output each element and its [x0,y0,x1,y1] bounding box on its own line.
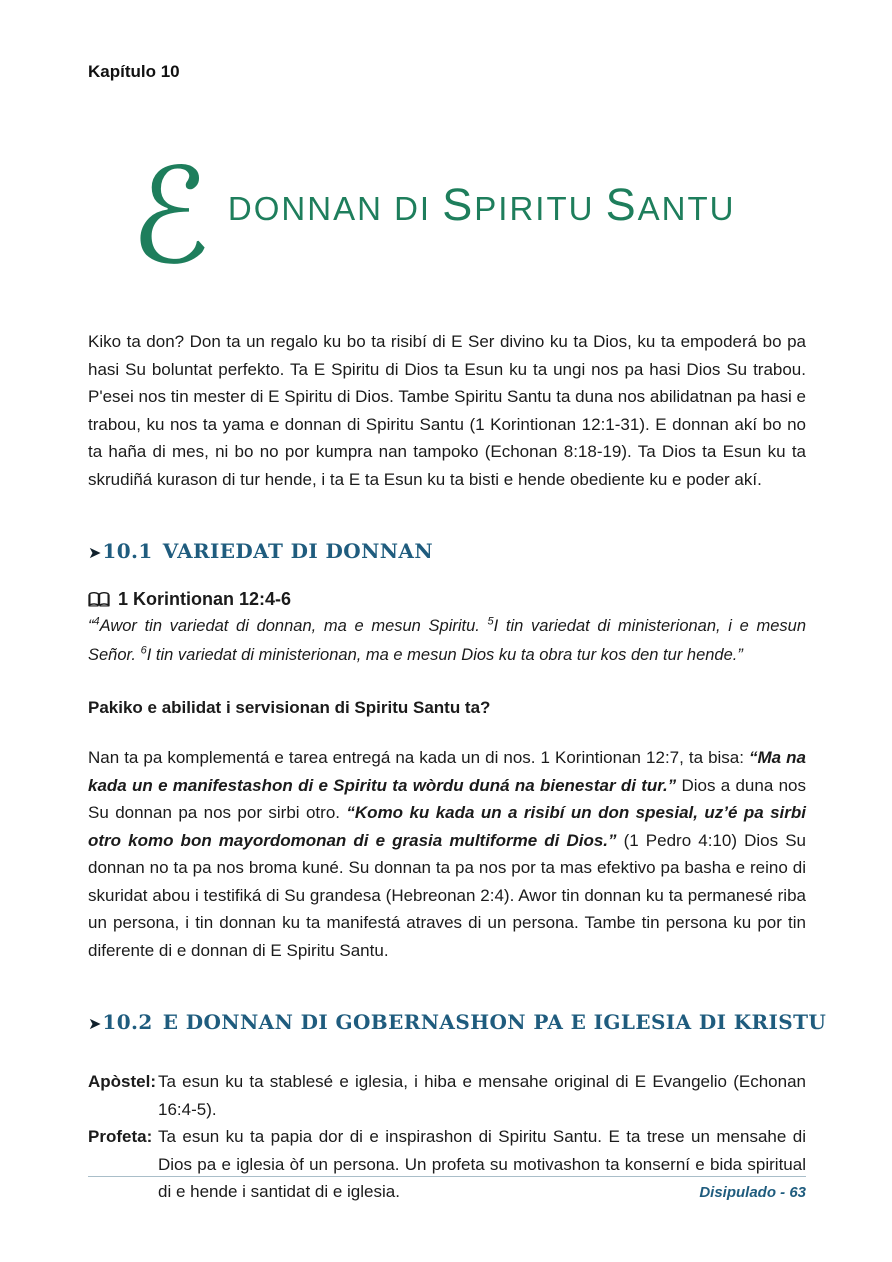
text-run: Nan ta pa komplementá e tarea entregá na kada un di nos. 1 Korintionan 12:7, ta bisa: [88,748,749,767]
section-number: 10.1 [102,539,153,563]
quoted-verse-run: “Komo ku kada un a risibí un don spesial, uz’é pa sirbi otro komo bon mayordomonan di e grasia multiforme di Dios.” [88,803,806,850]
arrow-bullet-icon: ➤ [88,543,102,562]
section-heading-10-1 [88,539,806,563]
text-run: Dios a duna nos Su donnan pa nos por sirbi otro. [88,775,806,822]
verse-text: Awor tin variedat di donnan, ma e mesun Spiritu. [99,617,488,635]
quoted-verse-run: “Ma na kada un e manifestashon di e Spiritu ta wòrdu duná na bienestar di tur.” [88,748,806,795]
section-title: E DONNAN DI GOBERNASHON PA E IGLESIA DI KRISTU [162,1010,827,1034]
verse-text: I tin variedat di ministerionan, ma e mesun Dios ku ta obra tur kos den tur hende.” [146,646,743,664]
section-number: 10.2 [102,1010,153,1034]
title-segment: DONNAN DI [227,190,443,227]
text-run: (1 Pedro 4:10) Dios Su donnan no ta pa nos broma kuné. Su donnan ta pa nos por ta mas efektivo pa basha e reino di skuridat abou i testifiká di Su grandesa (Hebreonan 2:4). Awor tin donnan ku ta permanesé riba un persona, i tin donnan ku ta manifestá atraves di un persona. Tambe tin persona ku por tin diferente di e donnan di E Spiritu Santu. [88,830,806,960]
definition-label: Profeta: [88,1127,153,1146]
intro-paragraph: Kiko ta don? Don ta un regalo ku bo ta risibí di E Ser divino ku ta Dios, ku ta empoderá bo pa hasi Su boluntat perfekto. Ta E Spiritu di Dios ta Esun ku ta ungi nos pa hasi Dios Su trabou. P'esei nos tin mester di E Spiritu di Dios. Tambe Spiritu Santu ta duna nos abilidatnan pa hasi e trabou, ku nos ta yama e donnan di Spiritu Santu (1 Korintionan 12:1-31). E donnan akí bo no ta haña di mes, ni bo no por kumpra nan tampoko (Echonan 8:18-19). Ta Dios ta Esun ku ta skrudiñá kurason di tur hende, i ta E ta Esun ku ta bisti e hende obediente ku e poder akí. [88,332,806,489]
title-segment: ANTU [637,190,736,227]
verse-text: I tin variedat di ministerionan, i e mesun Señor. [88,617,806,664]
open-book-icon [88,591,110,608]
definition-label: Apòstel: [88,1072,156,1091]
section-heading-10-2 [88,1010,827,1034]
study-question: Pakiko e abilidat i servisionan di Spiritu Santu ta? [88,698,491,717]
chapter-title-text [228,179,736,231]
page-number: Disipulado - 63 [699,1184,806,1201]
definition-text: Ta esun ku ta stablesé e iglesia, i hiba e mensahe original di E Evangelio (Echonan 16:4-5). [158,1072,806,1119]
scripture-reference [88,589,806,610]
verse-number: 4 [93,615,100,628]
title-segment: S [442,179,475,230]
definition-item-apostel [88,1068,806,1123]
title-segment: S [605,179,638,230]
quote-open: “ [88,617,94,635]
section-title: VARIEDAT DI DONNAN [162,539,434,563]
decorative-initial-e: ℰ [130,140,210,294]
page-footer [88,1176,806,1202]
arrow-bullet-icon: ➤ [88,1014,102,1033]
scripture-quote [88,612,806,670]
scripture-reference-text: 1 Korintionan 12:4-6 [118,589,292,609]
title-segment: PIRITU [474,190,606,227]
chapter-title [130,122,806,300]
verse-number: 5 [487,615,494,628]
definition-text: Ta esun ku ta papia dor di e inspirashon di Spiritu Santu. E ta trese un mensahe di Dios pa e iglesia òf un persona. Un profeta su motivashon ta konserní e bida spiritual di e hende i santidat di e iglesia. [158,1127,806,1201]
chapter-label: Kapítulo 10 [88,62,180,81]
body-paragraph [88,744,806,964]
verse-number: 6 [140,644,147,657]
